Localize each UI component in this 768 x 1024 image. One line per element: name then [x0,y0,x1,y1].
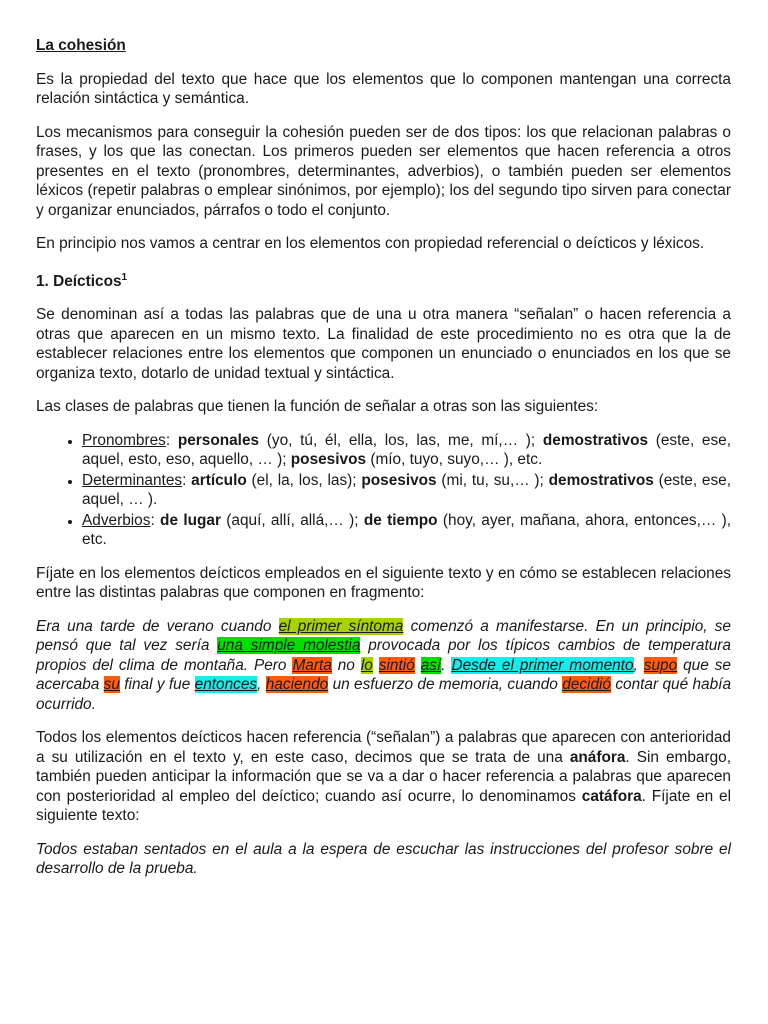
keyword: demostrativos [542,431,649,449]
section-heading-deicticos [36,268,731,292]
highlight-word: Marta [292,656,332,674]
example-text-anaphora: Era una tarde de verano cuando el primer síntoma comenzó a manifestarse. En un principio, se pensó que tal vez sería una simple molestia provocada por los típicos cambios de temperatura propios del clima de montaña. Pero Marta no lo sintió así. Desde el primer momento, supo que se acercaba su final y fue entonces, haciendo un esfuerzo de memoria, cuando decidió contar qué había ocurrido. [36,617,732,713]
highlight-phrase: Desde el primer momento [451,656,634,674]
page-title: La cohesión [36,37,126,54]
highlight-phrase: el primer síntoma [278,617,404,635]
paragraph-definition: Es la propiedad del texto que hace que los elementos que lo componen mantengan una correcta relación sintáctica y semántica. [36,70,731,107]
highlight-word: lo [360,656,373,674]
paragraph-focus: En principio nos vamos a centrar en los elementos con propiedad referencial o deícticos y léxicos. [36,235,705,252]
document-page [36,36,731,893]
keyword: de lugar [160,511,221,529]
keyword: demostrativos [548,471,654,489]
paragraph-classes-intro: Las clases de palabras que tienen la función de señalar a otras son las siguientes: [36,398,599,416]
highlight-phrase: una simple molestia [217,637,361,655]
list-item-adverbios: • Adverbios: de lugar (aquí, allí, allá,… ); de tiempo (hoy, ayer, mañana, ahora, entonces,… ), etc. [82,511,731,550]
term-anafora: anáfora [569,748,626,766]
highlight-word: así [420,656,442,674]
keyword: artículo [191,471,247,489]
keyword: posesivos [361,471,437,489]
paragraph-example-intro: Fíjate en los elementos deícticos empleados en el siguiente texto y en cómo se establecen relaciones entre las distintas palabras que componen en fragmento: [36,564,731,602]
highlight-word: su [103,676,120,694]
list-item-label: Pronombres [82,431,166,449]
keyword: personales [177,431,260,449]
highlight-word: decidió [562,676,611,694]
word-classes-list [36,431,731,550]
list-item-pronombres: • Pronombres: personales (yo, tú, él, ella, los, las, me, mí,… ); demostrativos (este, ese, aquel, esto, eso, aquello, … ); posesivos (mío, tuyo, suyo,… ), etc. [82,431,731,470]
list-item-determinantes: • Determinantes: artículo (el, la, los, las); posesivos (mi, tu, su,… ); demostrativos (este, ese, aquel, … ). [82,471,731,510]
highlight-word: supo [643,656,678,674]
paragraph-anafora-catafora: Todos los elementos deícticos hacen referencia (“señalan”) a palabras que aparecen con anterioridad a su utilización en el texto y, en este caso, decimos que se trata de una anáfora. Sin embargo, también pueden anticipar la información que se va a dar o hacer referencia a palabras que aparecen con posterioridad al empleo del deíctico; cuando así ocurre, lo denominamos catáfora. Fíjate en el siguiente texto: [36,729,731,825]
highlight-word: entonces [194,676,258,694]
footnote-mark: 1 [121,271,128,283]
paragraph-mechanisms: Los mecanismos para conseguir la cohesión pueden ser de dos tipos: los que relacionan palabras o frases, y los que las conectan. Los primeros pueden ser elementos que hacen referencia a otros presentes en el texto (pronombres, determinantes, adverbios), o también pueden ser elementos léxicos (repetir palabras o emplear sinónimos, por ejemplo); los del segundo tipo sirven para conectar y organizar enunciados, párrafos o todo el conjunto. [36,123,731,219]
term-catafora: catáfora [581,787,642,805]
highlight-word: haciendo [265,676,329,694]
keyword: posesivos [290,451,367,469]
keyword: de tiempo [363,511,438,529]
list-item-label: Adverbios [82,511,151,529]
section-heading-text: 1. Deícticos [36,272,122,290]
paragraph-deicticos-definition: Se denominan así a todas las palabras que de una u otra manera “señalan” o hacen referencia a otras que aparecen en un mismo texto. La finalidad de este procedimiento no es otra que la de establecer relaciones entre los elementos que componen un enunciado o enunciados en los que se organiza texto, dotarlo de unidad textual y sintáctica. [36,306,731,382]
highlight-word: sintió [378,656,415,674]
list-item-label: Determinantes [82,471,183,489]
example-text-cataphora: Todos estaban sentados en el aula a la espera de escuchar las instrucciones del profesor sobre el desarrollo de la prueba. [36,840,731,878]
